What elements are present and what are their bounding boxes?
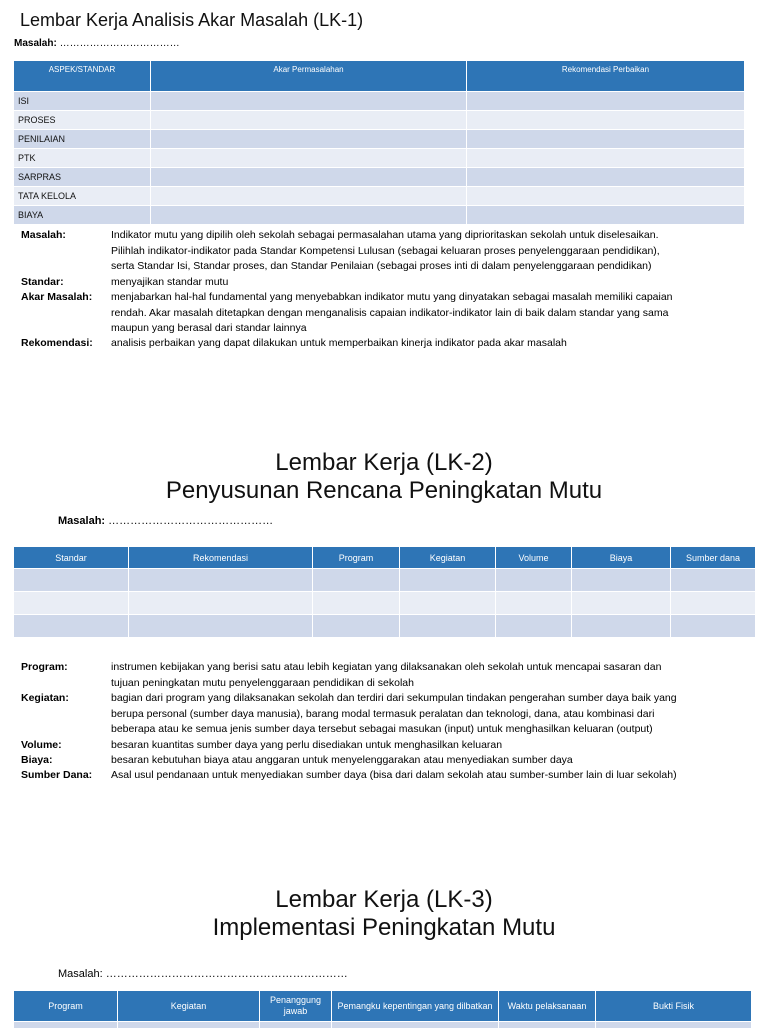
table-cell[interactable] bbox=[400, 592, 496, 615]
table-cell[interactable] bbox=[572, 592, 671, 615]
lk3-masalah-label: Masalah: bbox=[58, 968, 103, 980]
akar-cell[interactable] bbox=[151, 149, 467, 168]
lk2-table bbox=[13, 546, 756, 638]
lk1-masalah-label: Masalah: bbox=[14, 38, 57, 49]
lk3-header-kegiatan: Kegiatan bbox=[118, 991, 260, 1022]
lk2-header-kegiatan: Kegiatan bbox=[400, 547, 496, 569]
lk2-header-biaya: Biaya bbox=[572, 547, 671, 569]
definition-term: Program: bbox=[21, 661, 68, 673]
lk1-header-akar: Akar Permasalahan bbox=[151, 61, 467, 92]
aspek-cell: TATA KELOLA bbox=[14, 187, 151, 206]
table-cell[interactable] bbox=[118, 1022, 260, 1029]
aspek-cell: PENILAIAN bbox=[14, 130, 151, 149]
table-row bbox=[14, 206, 745, 225]
definition-text: instrumen kebijakan yang berisi satu atau lebih kegiatan yang dilaksanakan oleh sekolah untuk mencapai sasaran dan bbox=[111, 661, 662, 673]
lk1-header-aspek: ASPEK/STANDAR bbox=[14, 61, 151, 92]
lk3-masalah-blank: ………………………………………………………… bbox=[105, 968, 348, 980]
table-cell[interactable] bbox=[496, 569, 572, 592]
definition-text: beberapa atau ke semua jenis sumber daya tersebut sebagai masukan (input) untuk menghasilkan keluaran (output) bbox=[111, 723, 653, 735]
table-cell[interactable] bbox=[671, 615, 756, 638]
definition-term: Standar: bbox=[21, 275, 64, 288]
lk2-title bbox=[0, 449, 768, 505]
definition-term: Kegiatan: bbox=[21, 692, 69, 704]
lk1-masalah-line bbox=[14, 38, 180, 49]
definition-text: tujuan peningkatan mutu penyelenggaraan pendidikan di sekolah bbox=[111, 676, 414, 689]
akar-cell[interactable] bbox=[151, 130, 467, 149]
table-cell[interactable] bbox=[332, 1022, 499, 1029]
lk3-title-line2: Implementasi Peningkatan Mutu bbox=[212, 914, 556, 941]
table-row bbox=[14, 592, 756, 615]
rekomendasi-cell[interactable] bbox=[467, 130, 745, 149]
lk2-title-line1: Lembar Kerja (LK-2) bbox=[275, 449, 493, 476]
rekomendasi-cell[interactable] bbox=[467, 206, 745, 225]
definition-term: Volume: bbox=[21, 738, 62, 751]
lk1-definitions bbox=[21, 228, 761, 352]
lk2-header-standar: Standar bbox=[14, 547, 129, 569]
lk3-title bbox=[0, 886, 768, 942]
table-cell[interactable] bbox=[14, 569, 129, 592]
table-row bbox=[14, 92, 745, 111]
table-cell[interactable] bbox=[313, 569, 400, 592]
definition-text: rendah. Akar masalah ditetapkan dengan menganalisis capaian indikator-indikator lain di baik dalam standar yang sama bbox=[111, 306, 669, 319]
table-row bbox=[14, 1022, 752, 1029]
rekomendasi-cell[interactable] bbox=[467, 92, 745, 111]
lk3-header-bukti-fisik: Bukti Fisik bbox=[596, 991, 752, 1022]
definition-term: Masalah: bbox=[21, 229, 66, 241]
akar-cell[interactable] bbox=[151, 168, 467, 187]
rekomendasi-cell[interactable] bbox=[467, 187, 745, 206]
table-cell[interactable] bbox=[260, 1022, 332, 1029]
table-row bbox=[14, 111, 745, 130]
lk2-title-line2: Penyusunan Rencana Peningkatan Mutu bbox=[165, 477, 603, 504]
lk2-definitions bbox=[21, 660, 761, 784]
definition-text: besaran kuantitas sumber daya yang perlu disediakan untuk menghasilkan keluaran bbox=[111, 738, 503, 751]
definition-text: analisis perbaikan yang dapat dilakukan untuk memperbaikan kinerja indikator pada akar masalah bbox=[111, 337, 567, 349]
table-cell[interactable] bbox=[400, 615, 496, 638]
lk3-header-pemangku-kepentingan: Pemangku kepentingan yang dilbatkan bbox=[332, 991, 499, 1022]
lk1-header-rekomendasi: Rekomendasi Perbaikan bbox=[467, 61, 745, 92]
table-cell[interactable] bbox=[671, 569, 756, 592]
lk2-masalah-blank: ……………………………………… bbox=[108, 515, 274, 527]
aspek-cell: ISI bbox=[14, 92, 151, 111]
definition-term: Sumber Dana: bbox=[21, 769, 93, 781]
aspek-cell: SARPRAS bbox=[14, 168, 151, 187]
aspek-cell: PROSES bbox=[14, 111, 151, 130]
lk2-header-rekomendasi: Rekomendasi bbox=[129, 547, 313, 569]
table-row bbox=[14, 615, 756, 638]
table-row bbox=[14, 149, 745, 168]
definition-term: Rekomendasi: bbox=[21, 337, 93, 349]
rekomendasi-cell[interactable] bbox=[467, 149, 745, 168]
definition-text: Asal usul pendanaan untuk menyediakan sumber daya (bisa dari dalam sekolah atau sumber-sumber lain di luar sekolah) bbox=[111, 769, 677, 781]
table-cell[interactable] bbox=[572, 569, 671, 592]
table-cell[interactable] bbox=[572, 615, 671, 638]
definition-term: Biaya: bbox=[21, 754, 53, 766]
table-cell[interactable] bbox=[129, 592, 313, 615]
table-cell[interactable] bbox=[129, 615, 313, 638]
rekomendasi-cell[interactable] bbox=[467, 168, 745, 187]
table-cell[interactable] bbox=[400, 569, 496, 592]
lk2-header-volume: Volume bbox=[496, 547, 572, 569]
lk2-header-sumber-dana: Sumber dana bbox=[671, 547, 756, 569]
aspek-cell: BIAYA bbox=[14, 206, 151, 225]
table-cell[interactable] bbox=[313, 592, 400, 615]
table-cell[interactable] bbox=[499, 1022, 596, 1029]
table-cell[interactable] bbox=[671, 592, 756, 615]
definition-text: maupun yang berasal dari standar lainnya bbox=[111, 322, 307, 334]
table-row bbox=[14, 130, 745, 149]
akar-cell[interactable] bbox=[151, 187, 467, 206]
definition-term: Akar Masalah: bbox=[21, 291, 93, 303]
definition-text: menjabarkan hal-hal fundamental yang menyebabkan indikator mutu yang dinyatakan sebagai masalah memiliki capaian bbox=[111, 291, 673, 303]
lk3-header-penanggung-jawab: Penanggung jawab bbox=[260, 991, 332, 1022]
aspek-cell: PTK bbox=[14, 149, 151, 168]
lk2-masalah-line bbox=[58, 515, 273, 527]
lk1-masalah-blank: ……………………………… bbox=[59, 38, 180, 49]
lk3-table bbox=[13, 990, 752, 1029]
table-cell[interactable] bbox=[496, 592, 572, 615]
definition-text: besaran kebutuhan biaya atau anggaran untuk menyelenggarakan atau menyediakan sumber daya bbox=[111, 754, 573, 766]
lk2-header-program: Program bbox=[313, 547, 400, 569]
akar-cell[interactable] bbox=[151, 92, 467, 111]
akar-cell[interactable] bbox=[151, 111, 467, 130]
definition-text: berupa personal (sumber daya manusia), barang modal termasuk peralatan dan teknologi, dana, atau kombinasi dari bbox=[111, 707, 655, 720]
table-row bbox=[14, 569, 756, 592]
akar-cell[interactable] bbox=[151, 206, 467, 225]
definition-text: serta Standar Isi, Standar proses, dan Standar Penilaian (sebagai proses inti di dalam penyelenggaraan pendidikan) bbox=[111, 260, 652, 272]
lk3-header-program: Program bbox=[14, 991, 118, 1022]
definition-text: Pilihlah indikator-indikator pada Standar Kompetensi Lulusan (sebagai keluaran proses penyelenggaraan pendidikan), bbox=[111, 244, 660, 257]
lk2-masalah-label: Masalah: bbox=[58, 515, 106, 527]
rekomendasi-cell[interactable] bbox=[467, 111, 745, 130]
table-cell[interactable] bbox=[14, 1022, 118, 1029]
lk1-title: Lembar Kerja Analisis Akar Masalah (LK-1) bbox=[20, 10, 364, 30]
lk3-title-line1: Lembar Kerja (LK-3) bbox=[275, 886, 493, 913]
table-cell[interactable] bbox=[596, 1022, 752, 1029]
definition-text: menyajikan standar mutu bbox=[111, 275, 229, 288]
lk1-table bbox=[13, 60, 745, 225]
lk3-masalah-line bbox=[58, 968, 348, 980]
table-row bbox=[14, 187, 745, 206]
table-cell[interactable] bbox=[313, 615, 400, 638]
table-cell[interactable] bbox=[14, 592, 129, 615]
table-cell[interactable] bbox=[129, 569, 313, 592]
definition-text: Indikator mutu yang dipilih oleh sekolah sebagai permasalahan utama yang diprioritaskan sekolah untuk diselesaikan. bbox=[111, 229, 659, 241]
definition-text: bagian dari program yang dilaksanakan sekolah dan terdiri dari sekumpulan tindakan pengerahan sumber daya baik yang bbox=[111, 692, 677, 704]
lk3-header-waktu-pelaksanaan: Waktu pelaksanaan bbox=[499, 991, 596, 1022]
table-cell[interactable] bbox=[496, 615, 572, 638]
table-row bbox=[14, 168, 745, 187]
table-cell[interactable] bbox=[14, 615, 129, 638]
